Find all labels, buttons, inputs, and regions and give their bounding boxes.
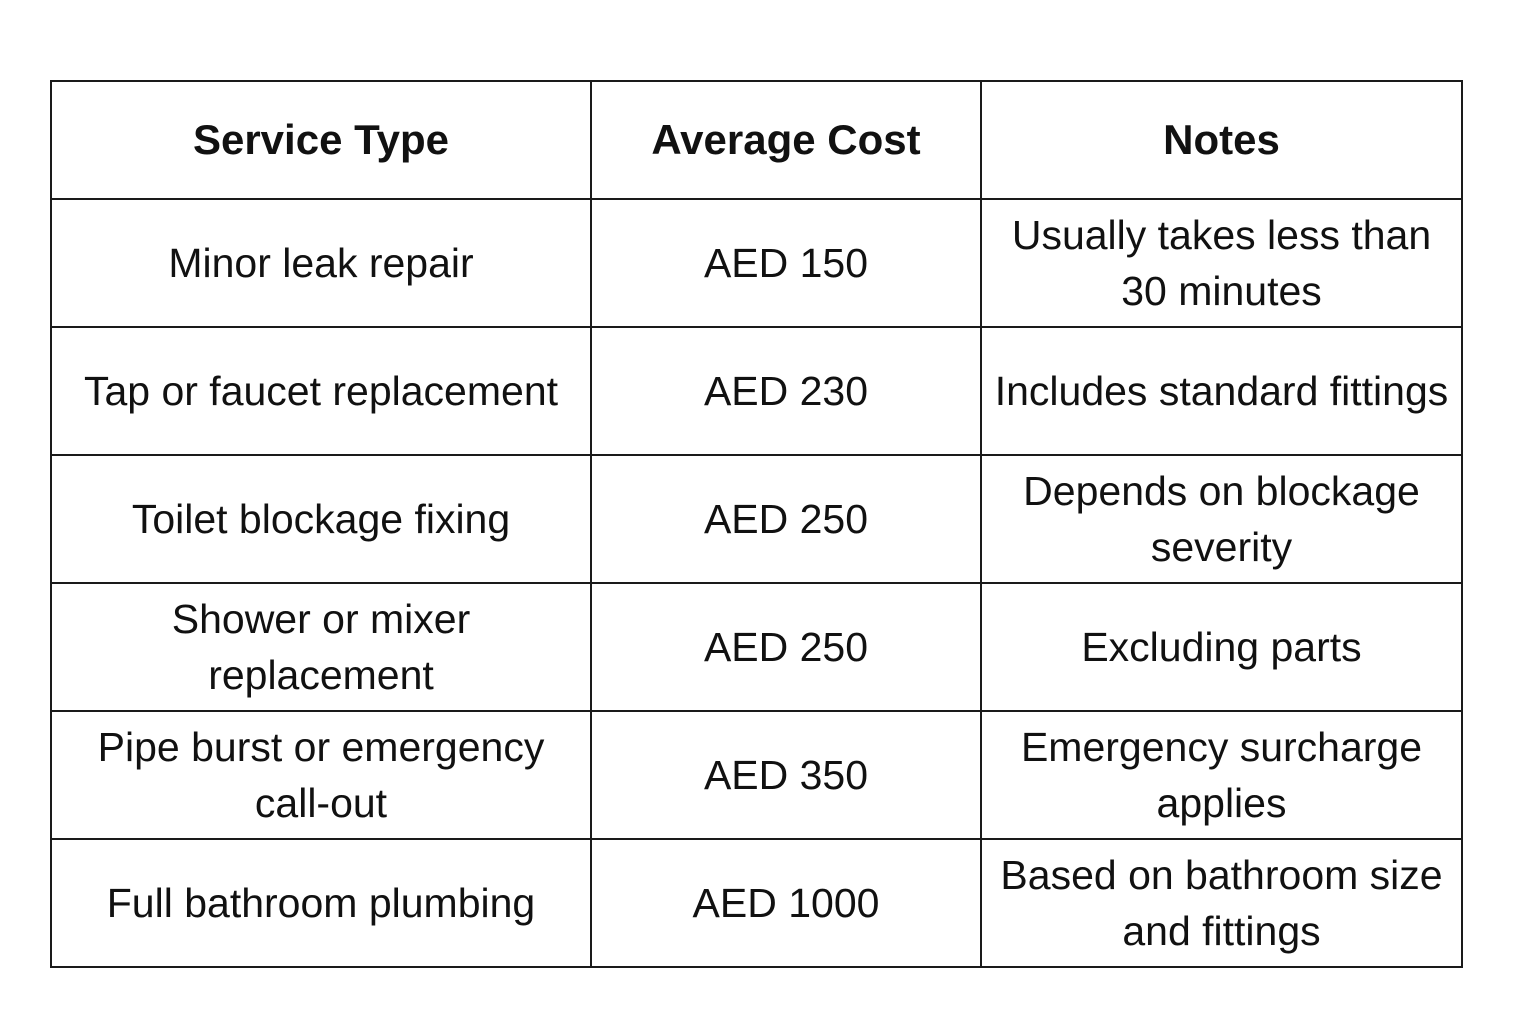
cost-cell: AED 1000 <box>591 839 981 967</box>
cost-cell: AED 230 <box>591 327 981 455</box>
plumbing-cost-table <box>50 80 1463 968</box>
header-service-type: Service Type <box>51 81 591 199</box>
table-row <box>51 711 1462 839</box>
header-row <box>51 81 1462 199</box>
header-notes: Notes <box>981 81 1462 199</box>
notes-cell: Depends on blockage severity <box>981 455 1462 583</box>
service-cell: Tap or faucet replacement <box>51 327 591 455</box>
service-cell: Minor leak repair <box>51 199 591 327</box>
service-cell: Pipe burst or emergency call-out <box>51 711 591 839</box>
notes-cell: Based on bathroom size and fittings <box>981 839 1462 967</box>
cost-cell: AED 350 <box>591 711 981 839</box>
notes-cell: Includes standard fittings <box>981 327 1462 455</box>
service-cell: Toilet blockage fixing <box>51 455 591 583</box>
cost-cell: AED 250 <box>591 455 981 583</box>
notes-cell: Usually takes less than 30 minutes <box>981 199 1462 327</box>
notes-cell: Emergency surcharge applies <box>981 711 1462 839</box>
service-cell: Full bathroom plumbing <box>51 839 591 967</box>
cost-cell: AED 250 <box>591 583 981 711</box>
notes-cell: Excluding parts <box>981 583 1462 711</box>
table-row <box>51 327 1462 455</box>
cost-cell: AED 150 <box>591 199 981 327</box>
header-average-cost: Average Cost <box>591 81 981 199</box>
service-cell: Shower or mixer replacement <box>51 583 591 711</box>
table-row <box>51 839 1462 967</box>
table-row <box>51 199 1462 327</box>
table-row <box>51 583 1462 711</box>
table-row <box>51 455 1462 583</box>
